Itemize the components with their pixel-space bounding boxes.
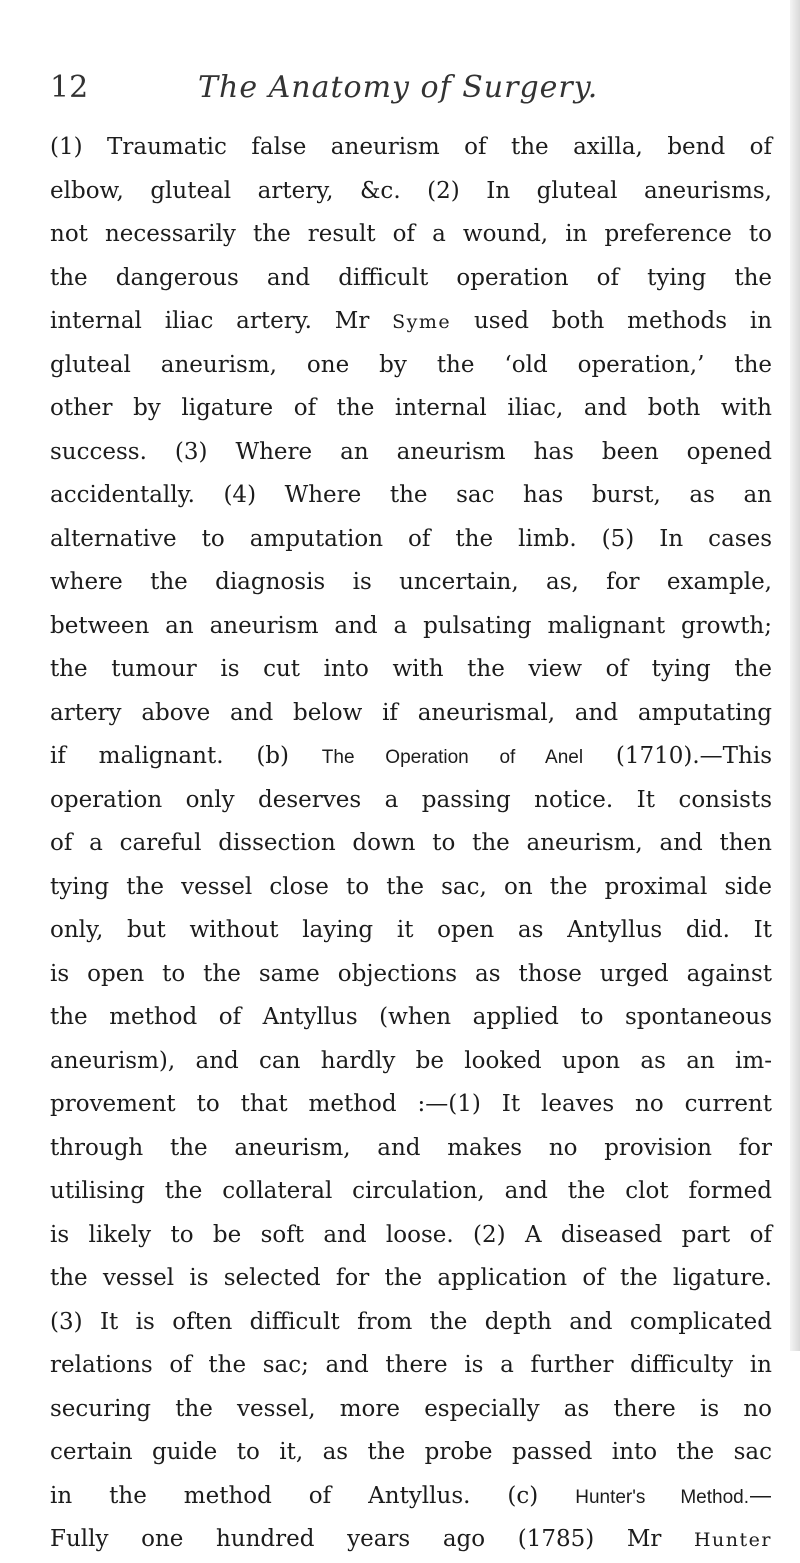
text-fragment: internal iliac artery. Mr xyxy=(50,308,393,334)
text-line: the vessel is selected for the application of the ligature. xyxy=(50,1265,772,1291)
author-name-syme: Syme xyxy=(392,311,452,333)
text-line: securing the vessel, more especially as there is no xyxy=(50,1395,772,1422)
text-line: through the aneurism, and makes no provision for xyxy=(50,1134,772,1161)
text-line: the tumour is cut into with the view of tying the xyxy=(50,656,772,682)
text-line: (1) Traumatic false aneurism of the axilla, bend of xyxy=(50,134,772,160)
text-fragment: if malignant. (b) xyxy=(50,743,322,769)
text-line: is open to the same objections as those urged against xyxy=(50,960,772,987)
text-line: gluteal aneurism, one by the ‘old operation,’ the xyxy=(50,351,772,378)
text-line: provement to that method :—(1) It leaves no current xyxy=(50,1091,772,1117)
text-line: between an aneurism and a pulsating malignant growth; xyxy=(50,612,772,639)
text-fragment: in the method of Antyllus. (c) xyxy=(50,1482,576,1509)
text-line: success. (3) Where an aneurism has been opened xyxy=(50,438,772,465)
text-line: elbow, gluteal artery, &c. (2) In gluteal aneurisms, xyxy=(50,177,772,204)
section-heading-anel: The Operation of Anel xyxy=(321,747,584,768)
text-line: certain guide to it, as the probe passed into the sac xyxy=(50,1439,772,1465)
text-fragment: Fully one hundred years ago (1785) Mr xyxy=(50,1526,694,1552)
text-line-syme xyxy=(50,300,772,344)
text-line: where the diagnosis is uncertain, as, for example, xyxy=(50,569,772,595)
text-line: not necessarily the result of a wound, in preference to xyxy=(50,221,772,247)
text-line: only, but without laying it open as Antyllus did. It xyxy=(50,917,772,943)
page-edge-shadow xyxy=(790,0,800,1351)
running-title: The Anatomy of Surgery. xyxy=(198,70,599,105)
text-line: other by ligature of the internal iliac, and both with xyxy=(50,395,772,421)
text-line: relations of the sac; and there is a further difficulty in xyxy=(50,1352,772,1378)
text-line: aneurism), and can hardly be looked upon as an im- xyxy=(50,1047,772,1074)
text-line: the method of Antyllus (when applied to spontaneous xyxy=(50,1004,772,1030)
author-name-hunter: Hunter xyxy=(693,1529,772,1551)
text-fragment: — xyxy=(749,1482,772,1509)
text-line-anel xyxy=(50,735,772,779)
text-line: utilising the collateral circulation, and the clot formed xyxy=(50,1178,772,1204)
page-header xyxy=(50,70,770,110)
text-line: is likely to be soft and loose. (2) A diseased part of xyxy=(50,1221,772,1248)
section-heading-hunter: Hunter's Method. xyxy=(575,1486,749,1508)
page-number: 12 xyxy=(50,70,89,105)
text-line: (3) It is often difficult from the depth and complicated xyxy=(50,1308,772,1335)
text-line-hunter xyxy=(50,1475,772,1519)
text-fragment: used both methods in xyxy=(451,308,773,334)
text-line: alternative to amputation of the limb. (5) In cases xyxy=(50,525,772,552)
text-line: the dangerous and difficult operation of tying the xyxy=(50,264,772,291)
body-text xyxy=(50,126,772,1562)
text-line: tying the vessel close to the sac, on the proximal side xyxy=(50,873,772,900)
text-fragment: (1710).—This xyxy=(583,743,772,769)
text-line: artery above and below if aneurismal, and amputating xyxy=(50,699,772,726)
text-line: of a careful dissection down to the aneurism, and then xyxy=(50,830,772,856)
text-line-last xyxy=(50,1518,772,1562)
text-line: accidentally. (4) Where the sac has burst, as an xyxy=(50,482,772,508)
text-line: operation only deserves a passing notice. It consists xyxy=(50,786,772,813)
